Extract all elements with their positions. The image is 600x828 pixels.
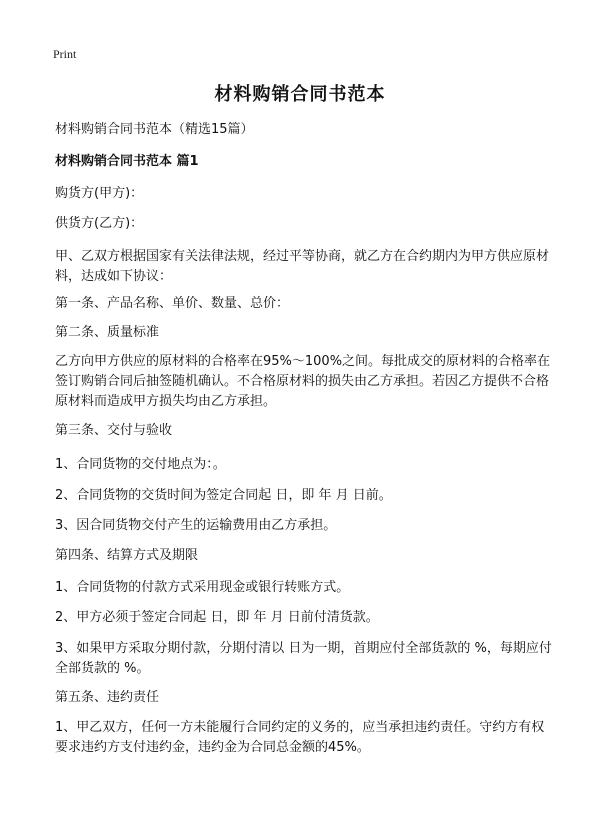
subtitle: 材料购销合同书范本（精选15篇） (55, 122, 254, 137)
article-3: 第三条、交付与验收 (55, 423, 173, 438)
clause-4-3: 3、如果甲方采取分期付款，分期付清以 日为一期，首期应付全部货款的 %，每期应付全部货款的 %。 (55, 641, 552, 676)
article-5: 第五条、违约责任 (55, 690, 160, 705)
clause-4-2: 2、甲方必须于签定合同起 日，即 年 月 日前付清货款。 (55, 610, 379, 625)
clause-5-1: 1、甲乙双方，任何一方未能履行合同约定的义务的，应当承担违约责任。守约方有权要求违约方支付违约金，违约金为合同总金额的45%。 (55, 720, 545, 755)
print-link[interactable]: Print (53, 47, 77, 61)
article-1: 第一条、产品名称、单价、数量、总价： (55, 296, 290, 311)
quality-paragraph: 乙方向甲方供应的原材料的合格率在95%～100%之间。每批成交的原材料的合格率在签订购销合同后抽签随机确认。不合格原材料的损失由乙方承担。若因乙方提供不合格原材料而造成甲方损失均由乙方承担。 (55, 354, 551, 409)
clause-3-1: 1、合同货物的交付地点为：。 (55, 457, 226, 472)
article-2: 第二条、质量标准 (55, 325, 160, 340)
document-title: 材料购销合同书范本 (214, 84, 386, 105)
clause-3-3: 3、因合同货物交付产生的运输费用由乙方承担。 (55, 518, 337, 533)
buyer-line: 购货方(甲方)： (55, 186, 144, 201)
clause-4-1: 1、合同货物的付款方式采用现金或银行转账方式。 (55, 580, 350, 595)
section-heading: 材料购销合同书范本 篇1 (55, 154, 199, 169)
supplier-line: 供货方(乙方)： (55, 216, 144, 231)
clause-3-2: 2、合同货物的交货时间为签定合同起 日，即 年 月 日前。 (55, 488, 392, 503)
intro-paragraph: 甲、乙双方根据国家有关法律法规，经过平等协商，就乙方在合约期内为甲方供应原材料，达成如下协议： (55, 249, 550, 284)
article-4: 第四条、结算方式及期限 (55, 548, 199, 563)
